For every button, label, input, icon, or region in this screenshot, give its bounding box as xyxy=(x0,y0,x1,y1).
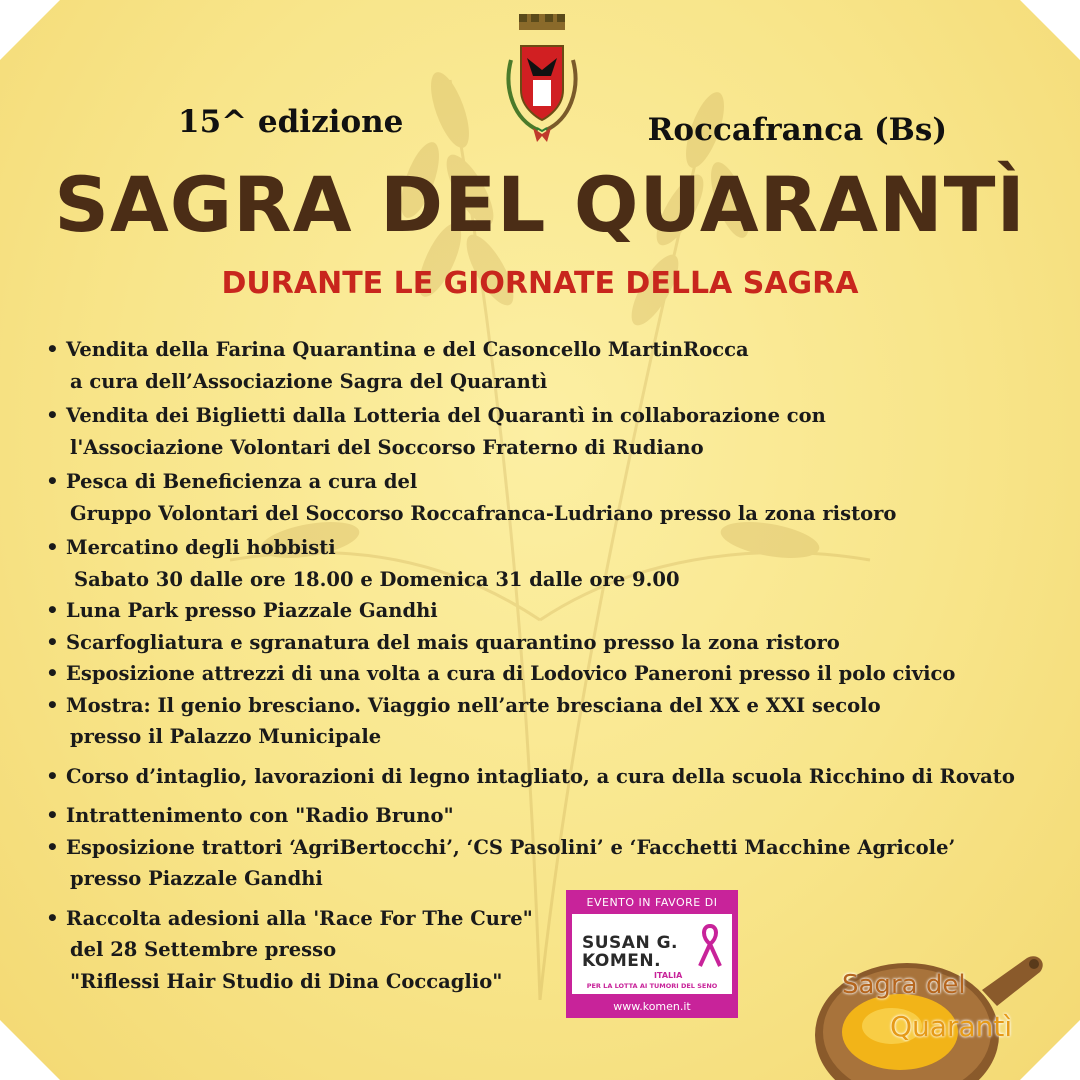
edition-label: 15^ edizione xyxy=(178,104,404,140)
komen-brand xyxy=(582,934,678,970)
section-subtitle: DURANTE LE GIORNATE DELLA SAGRA xyxy=(221,266,859,301)
komen-url: www.komen.it xyxy=(613,1000,691,1013)
municipal-crest-icon xyxy=(493,10,591,145)
corner-cut xyxy=(0,1020,60,1080)
item-text: Intrattenimento con "Radio Bruno" xyxy=(66,804,454,827)
list-item xyxy=(44,627,1054,659)
festival-logo-line1: Sagra del xyxy=(842,970,966,1000)
pink-ribbon-icon xyxy=(694,922,726,970)
page-title: SAGRA DEL QUARANTÌ xyxy=(54,160,1026,249)
list-item xyxy=(44,761,1054,793)
item-subtext: presso Piazzale Gandhi xyxy=(70,867,323,890)
item-text: Luna Park presso Piazzale Gandhi xyxy=(66,599,438,622)
event-list xyxy=(44,334,1054,997)
item-subtext: Sabato 30 dalle ore 18.00 e Domenica 31 dalle ore 9.00 xyxy=(74,567,680,591)
festival-logo-line2: Quarantì xyxy=(890,1010,1013,1043)
komen-header: EVENTO IN FAVORE DI xyxy=(586,896,718,909)
list-item xyxy=(44,658,1054,690)
item-text: Mostra: Il genio bresciano. Viaggio nell’arte bresciana del XX e XXI secolo xyxy=(66,693,881,717)
list-item xyxy=(44,532,1054,595)
komen-brand-line2: KOMEN. xyxy=(582,951,662,971)
list-item xyxy=(44,466,1054,529)
corner-cut xyxy=(1020,0,1080,60)
list-item xyxy=(44,690,1054,753)
item-text: Pesca di Beneficienza a cura del xyxy=(66,470,418,493)
item-subtext: "Riflessi Hair Studio di Dina Coccaglio" xyxy=(70,969,503,993)
list-item xyxy=(44,400,1054,463)
item-subtext: del 28 Settembre presso xyxy=(70,938,337,961)
item-text: Raccolta adesioni alla 'Race For The Cure" xyxy=(66,906,533,930)
list-item xyxy=(44,800,1054,832)
item-subtext: Gruppo Volontari del Soccorso Roccafranca-Ludriano presso la zona ristoro xyxy=(70,501,897,525)
item-text: Vendita dei Biglietti dalla Lotteria del Quarantì in collaborazione con xyxy=(66,404,826,427)
item-text: Esposizione trattori ‘AgriBertocchi’, ‘CS Pasolini’ e ‘Facchetti Macchine Agricole’ xyxy=(66,835,956,859)
komen-tagline: PER LA LOTTA AI TUMORI DEL SENO xyxy=(586,982,718,990)
location-label: Roccafranca (Bs) xyxy=(647,112,947,148)
list-item xyxy=(44,595,1054,627)
list-item xyxy=(44,832,1054,895)
item-text: Vendita della Farina Quarantina e del Casoncello MartinRocca xyxy=(66,338,749,361)
item-text: Esposizione attrezzi di una volta a cura di Lodovico Paneroni presso il polo civico xyxy=(66,662,956,685)
komen-brand-line1: SUSAN G. xyxy=(582,933,679,953)
item-subtext: presso il Palazzo Municipale xyxy=(70,725,382,748)
corner-cut xyxy=(0,0,60,60)
komen-country: ITALIA xyxy=(654,971,683,980)
item-text: Corso d’intaglio, lavorazioni di legno intagliato, a cura della scuola Ricchino di Rovato xyxy=(66,764,1015,788)
list-item xyxy=(44,334,1054,397)
komen-badge xyxy=(566,890,738,1018)
item-subtext: l'Associazione Volontari del Soccorso Fraterno di Rudiano xyxy=(70,435,704,459)
item-text: Scarfogliatura e sgranatura del mais quarantino presso la zona ristoro xyxy=(66,630,840,654)
komen-logo-panel xyxy=(572,914,732,994)
item-text: Mercatino degli hobbisti xyxy=(66,536,336,559)
item-subtext: a cura dell’Associazione Sagra del Quarantì xyxy=(70,369,548,393)
